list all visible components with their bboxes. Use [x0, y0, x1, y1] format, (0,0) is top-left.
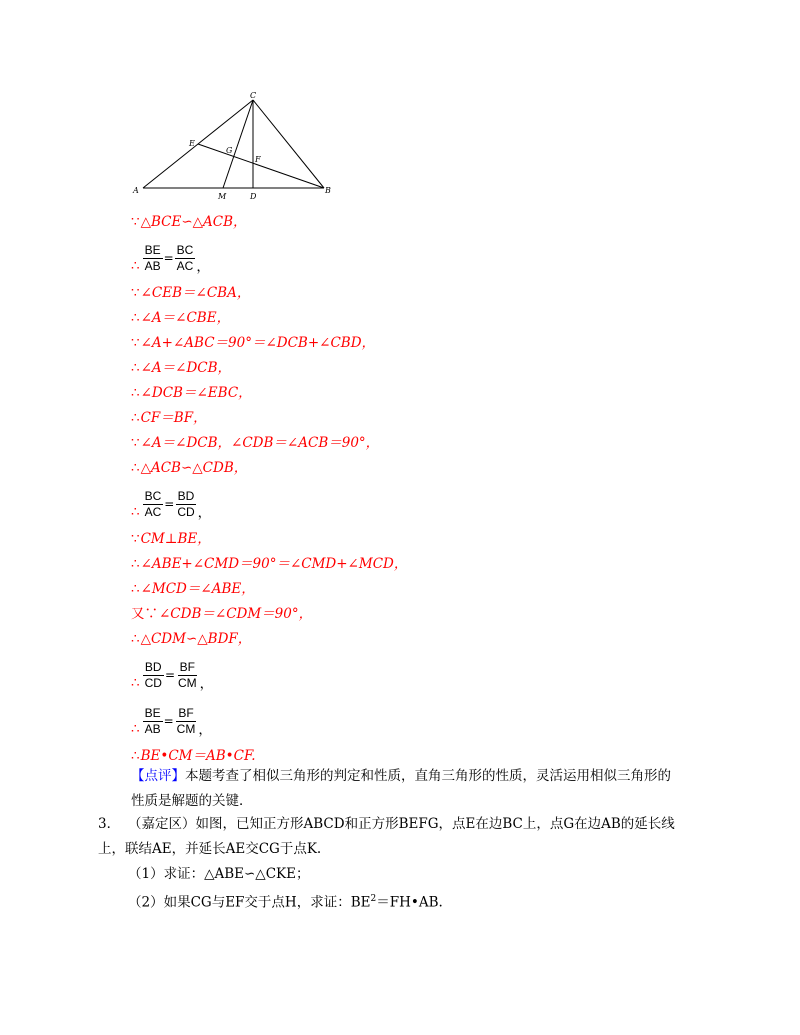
- segment-eb: [198, 144, 324, 188]
- fraction: $\frac{BD}{CD}$: [177, 488, 195, 519]
- proof-block: [131, 210, 731, 769]
- proof-line: ∴∠ABE+∠CMD＝90°＝∠CMD+∠MCD，: [131, 556, 408, 572]
- proof-line: ∴△CDM∽△BDF，: [131, 631, 252, 647]
- proof-fraction-line: ∴ $\frac{BC}{AC}$ = $\frac{BD}{CD}$ ，: [131, 488, 212, 521]
- label-b: B: [325, 186, 331, 195]
- label-c: C: [250, 92, 257, 100]
- proof-line: ∵△BCE∽△ACB，: [131, 214, 247, 230]
- comment-label: 【点评】: [131, 768, 185, 784]
- problem-number: 3．: [98, 816, 121, 832]
- fraction: $\frac{BC}{AC}$: [176, 242, 194, 273]
- proof-line: ∴CF＝BF，: [131, 410, 207, 426]
- proof-line: ∴∠A＝∠DCB，: [131, 360, 232, 376]
- label-d: D: [250, 192, 257, 201]
- problem-part-2: （2）如果CG与EF交于点H，求证：$BE^2=FH•AB$.: [128, 894, 443, 911]
- proof-fraction-line: ∴ $\frac{BD}{CD}$ = $\frac{BF}{CM}$ ，: [131, 659, 214, 692]
- proof-fraction-line: ∴ $\frac{BE}{AB}$ = $\frac{BC}{AC}$ ，: [131, 242, 210, 275]
- fraction: $\frac{BD}{CD}$: [144, 659, 162, 690]
- comment-block: [131, 764, 679, 814]
- proof-line: ∴∠DCB＝∠EBC，: [131, 385, 252, 401]
- fraction: $\frac{BC}{AC}$: [144, 488, 162, 519]
- proof-fraction-line: ∴ $\frac{BE}{AB}$ = $\frac{BF}{CM}$ ，: [131, 705, 212, 738]
- fraction: $\frac{BE}{AB}$: [144, 242, 161, 273]
- proof-line: ∴△ACB∽△CDB，: [131, 460, 248, 476]
- problem-text: （嘉定区）如图，已知正方形ABCD和正方形BEFG，点E在边BC上，点G在边AB的延长线上，联结AE，并延长AE交CG于点K.: [98, 816, 675, 857]
- segment-cb: [253, 100, 324, 188]
- problem-statement: [98, 812, 688, 862]
- geometry-figure: [128, 92, 338, 202]
- proof-line: ∵∠CEB＝∠CBA，: [131, 285, 251, 301]
- fraction: $\frac{BF}{CM}$: [176, 705, 196, 736]
- problem-part-1: （1）求证：△ABE∽△CKE；: [128, 866, 310, 882]
- label-a: A: [133, 186, 139, 195]
- label-g: G: [226, 146, 233, 155]
- segment-cm: [223, 100, 253, 188]
- proof-line: ∵∠A+∠ABC＝90°＝∠DCB+∠CBD，: [131, 335, 376, 351]
- proof-line: ∴BE•CM＝AB•CF.: [131, 748, 256, 764]
- problem-block: [98, 812, 688, 916]
- label-m: M: [218, 192, 227, 201]
- proof-line: ∵CM⊥BE，: [131, 531, 211, 547]
- proof-line: ∴∠A＝∠CBE，: [131, 310, 231, 326]
- label-f: F: [255, 155, 261, 164]
- proof-line: ∴∠MCD＝∠ABE，: [131, 581, 255, 597]
- fraction: $\frac{BE}{AB}$: [144, 705, 161, 736]
- proof-line: 又∵∠CDB＝∠CDM＝90°，: [131, 606, 313, 622]
- comment-text: 本题考查了相似三角形的判定和性质，直角三角形的性质，灵活运用相似三角形的性质是解题的关键．: [131, 768, 671, 809]
- fraction: $\frac{BF}{CM}$: [178, 659, 197, 690]
- label-e: E: [189, 139, 195, 148]
- proof-line: ∵∠A＝∠DCB，∠CDB＝∠ACB＝90°，: [131, 435, 380, 451]
